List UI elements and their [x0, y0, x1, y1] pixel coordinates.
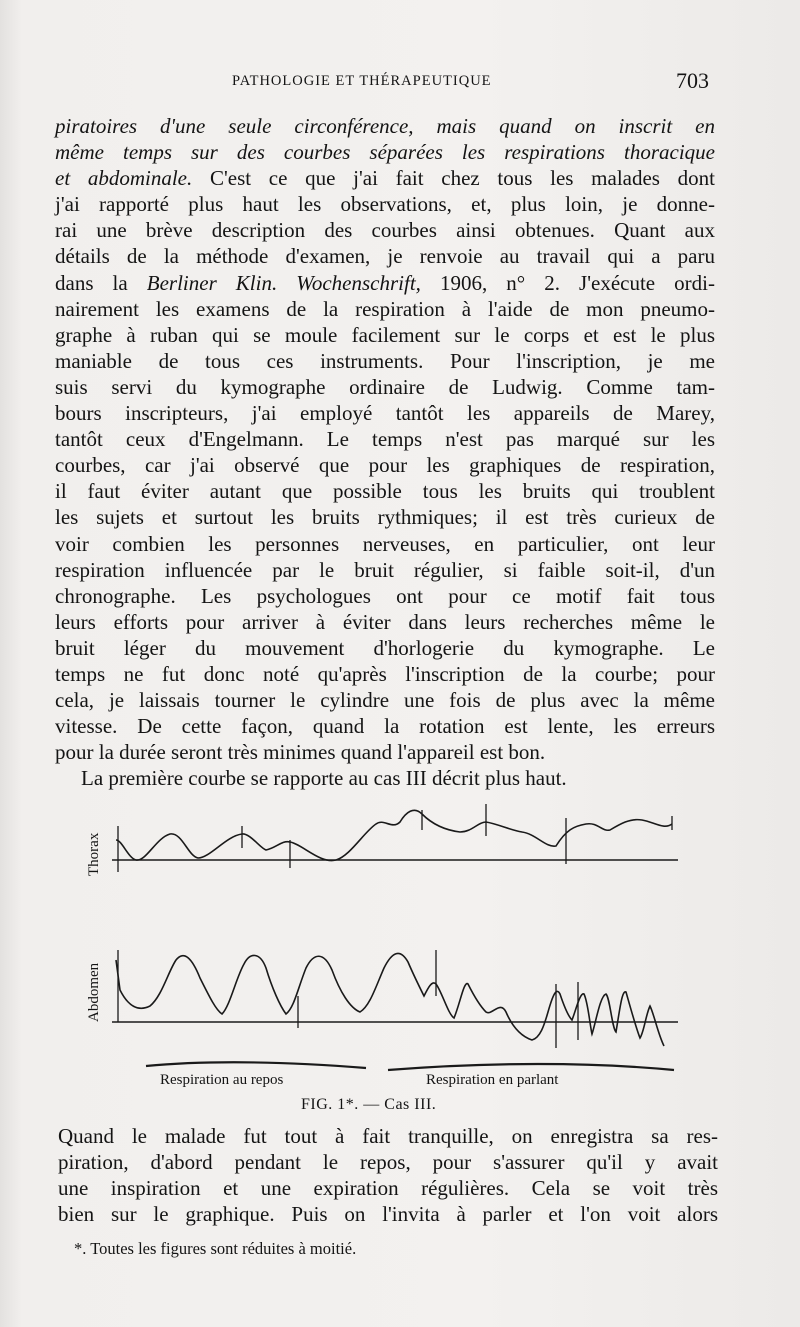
text-line: La première courbe se rapporte au cas III décrit plus haut.: [81, 766, 567, 791]
abdomen-label: Abdomen: [86, 962, 102, 1022]
text-line: bien sur le graphique. Puis on l'invita à parler et l'on voit alors: [58, 1202, 718, 1227]
running-title: PATHOLOGIE ET THÉRAPEUTIQUE: [232, 73, 492, 89]
text-line: il faut éviter autant que possible tous les bruits qui troublent: [55, 479, 715, 504]
thorax-curve: [116, 810, 672, 860]
text-line: vitesse. De cette façon, quand la rotation est lente, les erreurs: [55, 714, 715, 739]
body-text: [55, 113, 715, 791]
text-line: graphe à ruban qui se moule facilement sur le corps et est le plus: [55, 322, 715, 347]
text-line: une inspiration et une expiration régulières. Cela se voit très: [58, 1176, 718, 1201]
text-fragment: C'est ce que j'ai fait chez tous les malades dont: [192, 166, 715, 191]
rest-brace: [146, 1062, 366, 1068]
abdomen-curve: [116, 953, 664, 1046]
text-line: leurs efforts pour arriver à éviter dans leurs recherches même le: [55, 609, 715, 634]
text-line: piratoires d'une seule circonférence, mais quand on inscrit en: [55, 114, 715, 138]
text-line: bruit léger du mouvement d'horlogerie du kymographe. Le: [55, 635, 715, 660]
text-line: [55, 270, 715, 296]
footnote: *. Toutes les figures sont réduites à moitié.: [74, 1239, 357, 1258]
text-line: cela, je laissais tourner le cylindre une fois de plus avec la même: [55, 688, 715, 713]
text-line: rai une brève description des courbes ainsi obtenues. Quant aux: [55, 218, 715, 243]
text-line: bours inscripteurs, j'ai employé tantôt les appareils de Marey,: [55, 401, 715, 426]
respiration-tracings: [70, 800, 710, 1100]
thorax-label: Thorax: [86, 832, 102, 876]
text-line: pour la durée seront très minimes quand l'appareil est bon.: [55, 740, 546, 765]
text-fragment: 1906, n° 2. J'exécute ordi-: [420, 270, 715, 295]
speaking-brace: [388, 1064, 674, 1070]
text-line: même temps sur des courbes séparées les respirations thoracique: [55, 140, 715, 165]
page-number: 703: [676, 68, 709, 93]
figure-caption: FIG. 1*. — Cas III.: [301, 1096, 437, 1113]
text-line: les sujets et surtout les bruits rythmiques; il est très curieux de: [55, 505, 715, 530]
text-line: suis servi du kymographe ordinaire de Ludwig. Comme tam-: [55, 374, 715, 399]
text-line: Quand le malade fut tout à fait tranquille, on enregistra sa res-: [58, 1124, 718, 1148]
text-line: courbes, car j'ai observé que pour les graphiques de respiration,: [55, 453, 715, 478]
rest-label: Respiration au repos: [160, 1072, 284, 1088]
text-fragment: dans la: [55, 270, 147, 295]
text-line: [55, 165, 715, 191]
text-line: j'ai rapporté plus haut les observations, et, plus loin, je donne-: [55, 192, 715, 217]
text-line: respiration influencée par le bruit régulier, si faible soit-il, d'un: [55, 557, 715, 582]
speaking-label: Respiration en parlant: [426, 1072, 559, 1088]
text-line: chronographe. Les psychologues ont pour ce motif fait tous: [55, 583, 715, 608]
continuation-text: [58, 1123, 718, 1227]
italic-phrase: et abdominale.: [55, 166, 193, 191]
text-line: piration, d'abord pendant le repos, pour s'assurer qu'il y avait: [58, 1150, 718, 1175]
text-line: temps ne fut donc noté qu'après l'inscription de la courbe; pour: [55, 661, 715, 686]
text-line: nairement les examens de la respiration à l'aide de mon pneumo-: [55, 296, 715, 321]
text-line: voir combien les personnes nerveuses, en particulier, ont leur: [55, 531, 715, 556]
text-line: tantôt ceux d'Engelmann. Le temps n'est pas marqué sur les: [55, 427, 715, 452]
respiration-figure: [70, 800, 710, 1120]
text-line: maniable de tous ces instruments. Pour l'inscription, je me: [55, 348, 715, 373]
text-line: détails de la méthode d'examen, je renvoie au travail qui a paru: [55, 244, 715, 269]
journal-title: Berliner Klin. Wochenschrift,: [146, 270, 421, 295]
